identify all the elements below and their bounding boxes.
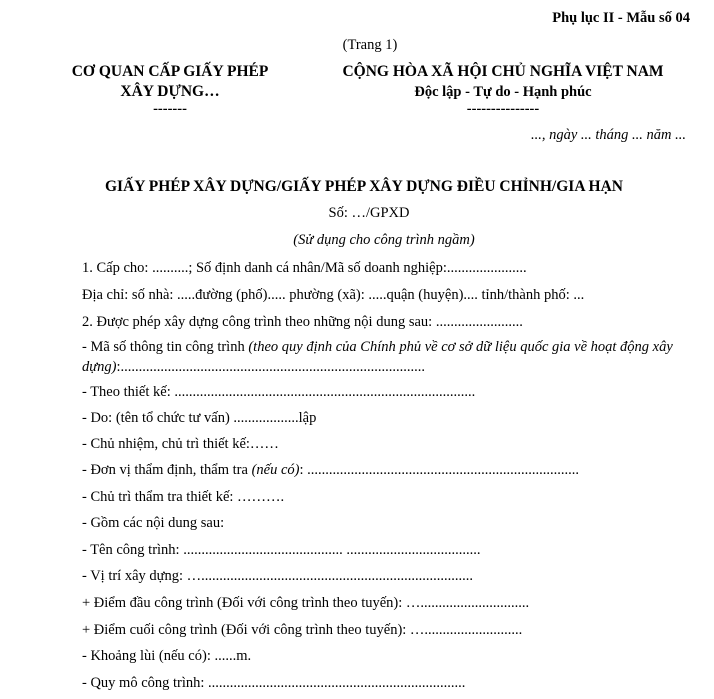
- appraisal-dots: : ...........................................................................: [299, 462, 579, 478]
- field-permitted: 2. Được phép xây dựng công trình theo những nội dung sau: ........................: [82, 314, 523, 330]
- date-line: ..., ngày ... tháng ... năm ...: [530, 127, 686, 143]
- nation-motto: Độc lập - Tự do - Hạnh phúc: [414, 84, 592, 100]
- field-end-point: + Điểm cuối công trình (Đối với công trình theo tuyến): …...........................: [82, 622, 523, 638]
- nation-separator: ---------------: [466, 101, 540, 117]
- appraisal-prefix: - Đơn vị thẩm định, thẩm tra: [82, 462, 252, 478]
- field-location: - Vị trí xây dựng: …...........................................................................: [82, 568, 474, 584]
- field-designed-by: - Do: (tên tổ chức tư vấn) ..................lập: [82, 410, 317, 426]
- agency-line-2: XÂY DỰNG…: [120, 83, 220, 100]
- nation-title: CỘNG HÒA XÃ HỘI CHỦ NGHĨA VIỆT NAM: [342, 63, 664, 80]
- field-appraisal: [82, 460, 579, 480]
- appraisal-note: (nếu có): [251, 462, 300, 478]
- document-title: GIẤY PHÉP XÂY DỰNG/GIẤY PHÉP XÂY DỰNG ĐIỀU CHỈNH/GIA HẠN: [105, 178, 623, 195]
- appendix-label: Phụ lục II - Mẫu số 04: [552, 10, 690, 26]
- agency-line-1: CƠ QUAN CẤP GIẤY PHÉP: [71, 63, 269, 80]
- document-usage: (Sử dụng cho công trình ngầm): [293, 232, 475, 248]
- field-setback: - Khoảng lùi (nếu có): ......m.: [82, 648, 252, 664]
- field-contents: - Gồm các nội dung sau:: [82, 515, 225, 531]
- page-label: (Trang 1): [342, 37, 398, 53]
- info-code-prefix: - Mã số thông tin công trình: [82, 339, 249, 355]
- field-review-lead: - Chủ trì thẩm tra thiết kế: ……….: [82, 489, 285, 505]
- field-design-lead: - Chủ nhiệm, chủ trì thiết kế:……: [82, 436, 279, 452]
- agency-separator: -------: [153, 101, 187, 117]
- field-issued-to: 1. Cấp cho: ..........; Số định danh cá nhân/Mã số doanh nghiệp:......................: [82, 260, 527, 276]
- issuing-agency: [70, 62, 270, 116]
- document-number: Số: …/GPXD: [328, 205, 410, 221]
- info-code-dots: :....................................................................................: [116, 359, 426, 375]
- field-scale: - Quy mô công trình: .......................................................................: [82, 675, 466, 691]
- national-heading: [320, 62, 686, 116]
- field-project-name: - Tên công trình: ............................................ .....................................: [82, 542, 481, 558]
- field-start-point: + Điểm đầu công trình (Đối với công trình theo tuyến): …..............................: [82, 595, 530, 611]
- field-info-code: [82, 337, 682, 377]
- info-code-note: (theo quy định của Chính phủ về cơ sở dữ liệu quốc gia về hoạt động xây dựng): [82, 339, 673, 375]
- field-design: - Theo thiết kế: ...................................................................................: [82, 384, 476, 400]
- field-address: Địa chỉ: số nhà: .....đường (phố)..... phường (xã): .....quận (huyện).... tỉnh/thành phố: ...: [82, 287, 585, 303]
